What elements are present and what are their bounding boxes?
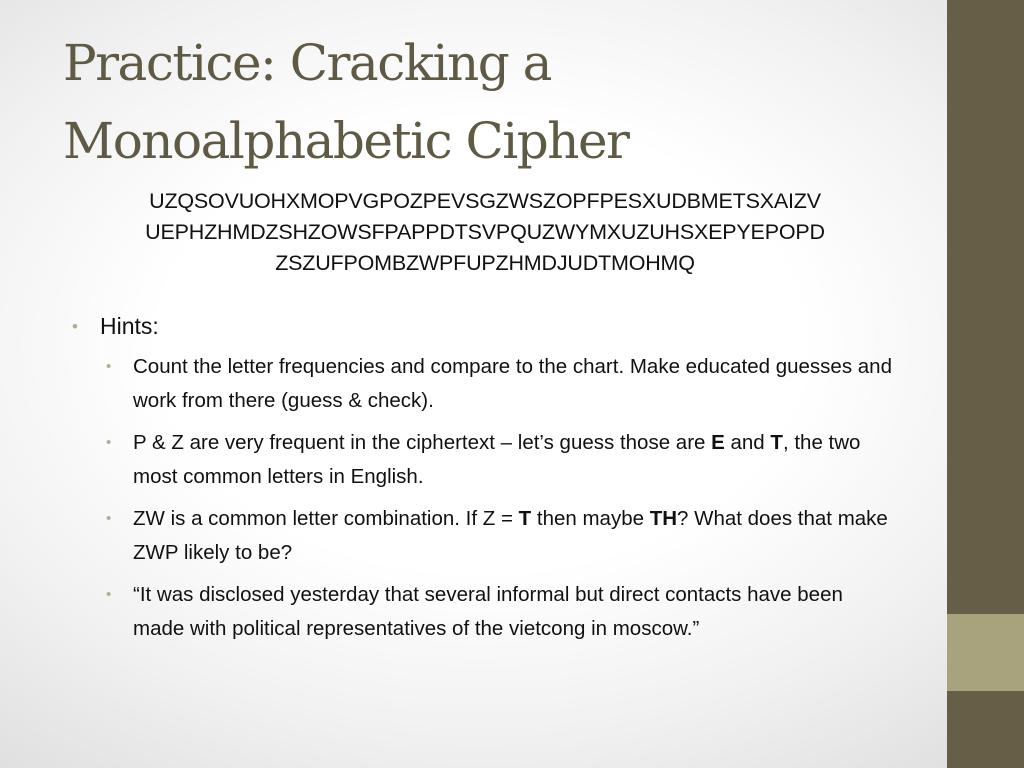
bullet-icon: • [106, 510, 112, 527]
hint-emphasis: T [518, 507, 532, 530]
ciphertext-line: ZSZUFPOMBZWPFUPZHMDJUDTMOHMQ [275, 251, 695, 275]
hint-item [72, 578, 902, 646]
hint-item [72, 426, 902, 494]
hints-heading [72, 310, 902, 342]
hint-text: ZW is a common letter combination. If Z = [133, 507, 519, 530]
hint-text: then maybe [531, 507, 650, 530]
hint-emphasis: E [711, 431, 725, 454]
ciphertext-line: UZQSOVUOHXMOPVGPOZPEVSGZWSZOPFPESXUDBMETSXAIZV [149, 189, 821, 213]
ciphertext-block [70, 186, 900, 279]
hint-text: P & Z are very frequent in the ciphertext – let’s guess those are [133, 431, 712, 454]
sidebar-decoration [947, 0, 1024, 768]
hint-item [72, 350, 902, 418]
ciphertext-line: UEPHZHMDZSHZOWSFPAPPDTSVPQUZWYMXUZUHSXEPYEPOPD [145, 220, 825, 244]
hint-text: Count the letter frequencies and compare to the chart. Make educated guesses and work from there (guess & check). [133, 355, 892, 412]
bullet-icon: • [106, 434, 112, 451]
hints-list [72, 310, 902, 646]
hint-emphasis: T [770, 431, 783, 454]
slide-title: Practice: Cracking a Monoalphabetic Cipher [63, 34, 629, 170]
hints-heading-label: Hints: [100, 313, 159, 339]
hint-item [72, 502, 902, 570]
sidebar-accent-block [947, 614, 1024, 691]
bullet-icon: • [72, 317, 78, 336]
hint-text: “It was disclosed yesterday that several informal but direct contacts have been made with political representatives of the vietcong in moscow.” [133, 583, 843, 640]
hint-text: and [724, 431, 771, 454]
hint-text: ? What does that make ZWP likely to be? [133, 507, 888, 564]
hint-text: , the two most common letters in English. [133, 431, 861, 488]
hint-emphasis: TH [649, 507, 678, 530]
bullet-icon: • [106, 358, 112, 375]
bullet-icon: • [106, 586, 112, 603]
